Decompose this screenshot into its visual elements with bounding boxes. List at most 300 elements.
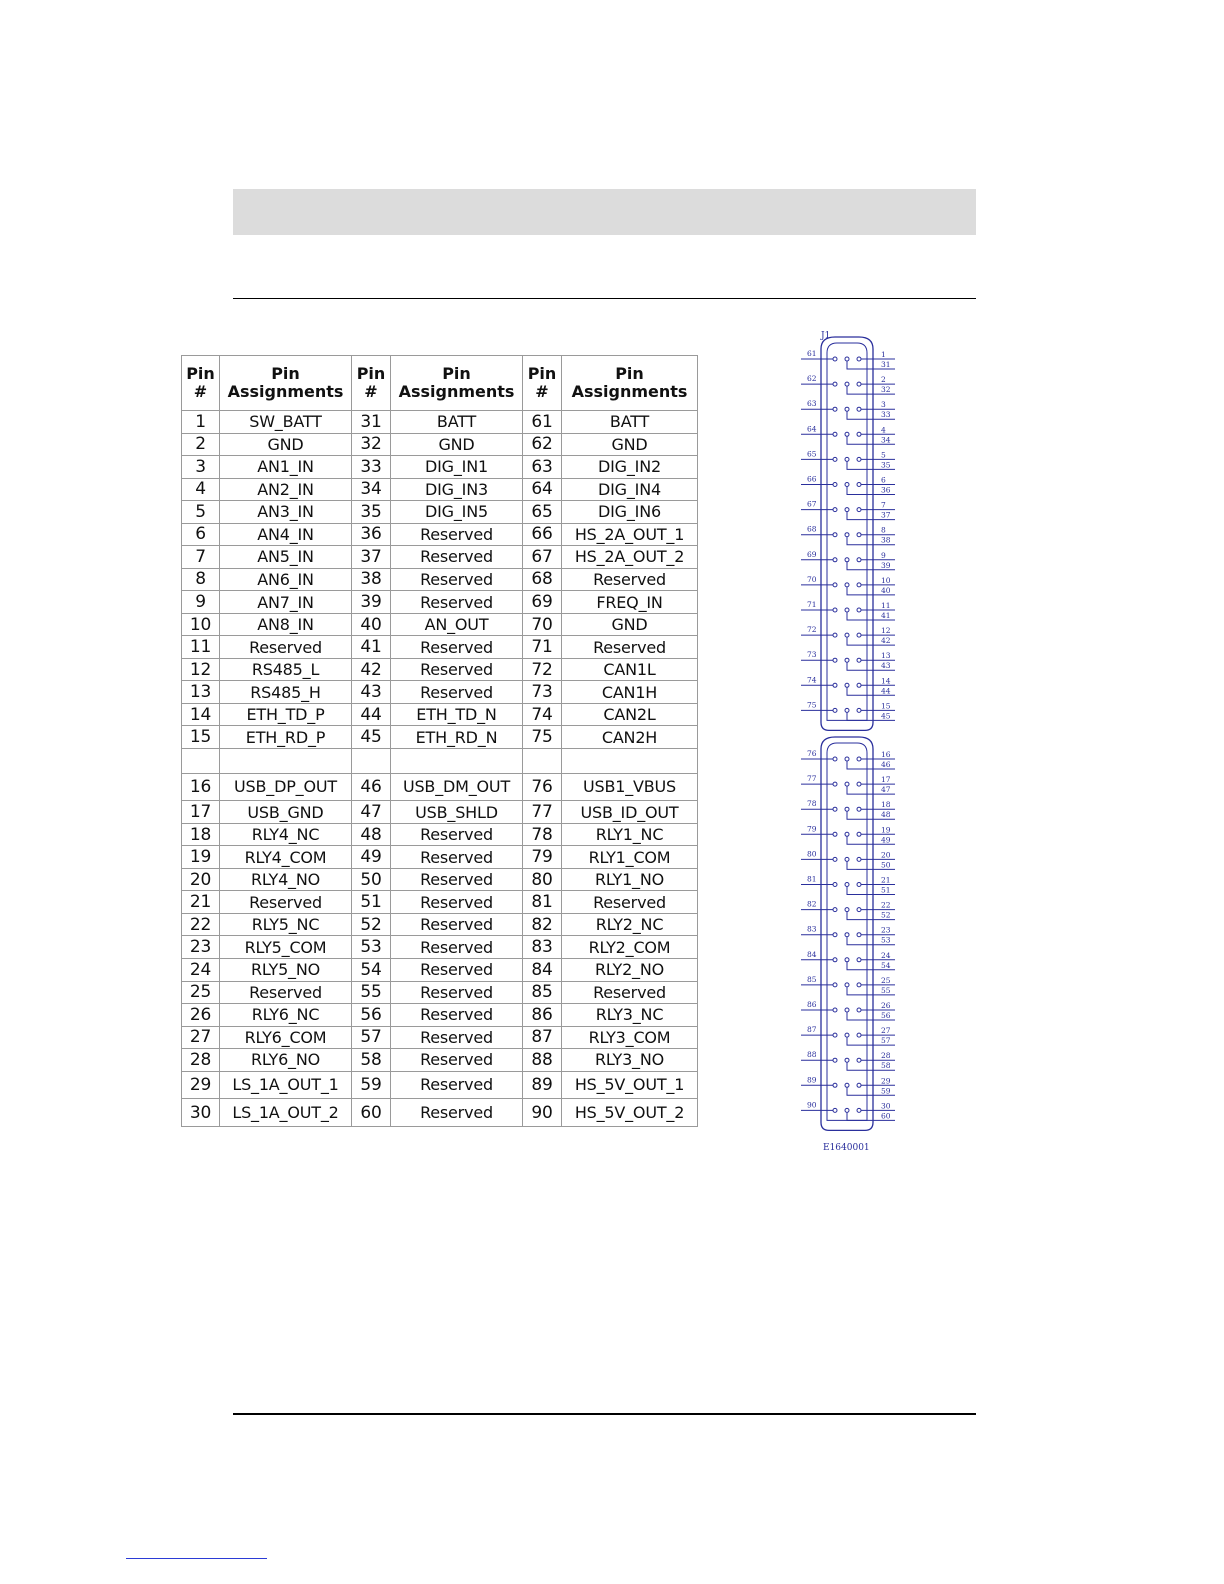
table-spacer-row (182, 749, 698, 774)
pin-label-left: 63 (807, 399, 817, 409)
pin-label-right: 8 (881, 525, 886, 535)
pin-contact (845, 883, 849, 887)
pin-number-cell: 16 (182, 773, 220, 801)
pin-assignment-cell: DIG_IN1 (391, 456, 523, 479)
pin-assignment-cell: RLY1_NO (562, 868, 698, 891)
column-header-pin-number (352, 356, 391, 411)
pin-number-cell: 33 (352, 456, 391, 479)
column-header-line: Pin (271, 364, 300, 383)
pin-table-body-bottom (182, 773, 698, 1126)
pin-label-right: 4 (881, 425, 886, 435)
pin-assignment-cell: Reserved (391, 1026, 523, 1049)
pin-number-cell: 50 (352, 868, 391, 891)
pin-number-cell: 83 (523, 936, 562, 959)
pin-contact (857, 1058, 861, 1062)
pin-number-cell: 57 (352, 1026, 391, 1049)
pin-label-left: 79 (807, 824, 817, 834)
pin-label-right: 28 (881, 1051, 891, 1061)
pin-number-cell: 28 (182, 1049, 220, 1072)
pin-contact (845, 782, 849, 786)
pin-assignment-cell: Reserved (220, 891, 352, 914)
pin-assignment-cell: RLY6_NC (220, 1004, 352, 1027)
pin-number-cell: 80 (523, 868, 562, 891)
pin-contact (845, 958, 849, 962)
table-row (182, 681, 698, 704)
pin-assignment-cell: HS_5V_OUT_1 (562, 1071, 698, 1099)
connector-housing (821, 737, 873, 1130)
pin-number-cell: 81 (523, 891, 562, 914)
pin-assignment-cell: AN3_IN (220, 501, 352, 524)
pin-assignment-cell: Reserved (391, 523, 523, 546)
pin-number-cell: 42 (352, 658, 391, 681)
pin-label-right: 12 (881, 626, 891, 636)
pin-assignment-cell: USB_ID_OUT (562, 801, 698, 824)
pin-assignment-cell: Reserved (391, 568, 523, 591)
pin-label-right: 10 (881, 575, 891, 585)
pin-assignment-cell: CAN1H (562, 681, 698, 704)
table-row (182, 936, 698, 959)
pin-contact (857, 633, 861, 637)
pin-contact (845, 908, 849, 912)
pin-contact (857, 658, 861, 662)
pin-contact (845, 382, 849, 386)
pin-number-cell: 31 (352, 411, 391, 434)
pin-label-right: 44 (881, 686, 891, 696)
pin-label-right: 49 (881, 835, 891, 845)
pin-number-cell: 65 (523, 501, 562, 524)
table-row (182, 568, 698, 591)
table-row (182, 981, 698, 1004)
pin-number-cell: 2 (182, 433, 220, 456)
pin-contact (845, 658, 849, 662)
pin-assignment-cell: RLY3_NO (562, 1049, 698, 1072)
pin-number-cell: 12 (182, 658, 220, 681)
pin-label-right: 27 (881, 1026, 891, 1036)
pin-label-right: 11 (881, 601, 891, 610)
pin-assignment-cell: RLY6_COM (220, 1026, 352, 1049)
pin-contact (857, 583, 861, 587)
pin-label-right: 36 (881, 485, 891, 495)
pin-table-header (182, 356, 698, 411)
table-row (182, 703, 698, 726)
table-row (182, 478, 698, 501)
pin-number-cell: 74 (523, 703, 562, 726)
pin-contact (845, 757, 849, 761)
pin-label-left: 66 (807, 474, 817, 484)
pin-contact (833, 407, 837, 411)
pin-contact (833, 533, 837, 537)
pin-assignment-cell: CAN2H (562, 726, 698, 749)
pin-assignment-cell: USB_GND (220, 801, 352, 824)
pin-assignment-cell: LS_1A_OUT_2 (220, 1099, 352, 1127)
pin-assignment-cell: RLY2_COM (562, 936, 698, 959)
pin-number-cell: 36 (352, 523, 391, 546)
pin-contact (857, 683, 861, 687)
pin-number-cell: 15 (182, 726, 220, 749)
pin-label-right: 56 (881, 1011, 891, 1020)
pin-contact (845, 983, 849, 987)
pin-number-cell: 90 (523, 1099, 562, 1127)
table-row (182, 726, 698, 749)
pin-number-cell: 82 (523, 913, 562, 936)
pin-number-cell: 8 (182, 568, 220, 591)
pin-assignment-cell: BATT (391, 411, 523, 434)
connector-housing (821, 337, 873, 730)
pin-number-cell: 69 (523, 591, 562, 614)
pin-contact (845, 558, 849, 562)
pin-assignment-cell: Reserved (391, 823, 523, 846)
pin-label-right: 33 (881, 410, 891, 420)
pin-contact (857, 782, 861, 786)
footer-link-underline (126, 1558, 267, 1559)
pin-contact (857, 1033, 861, 1037)
pin-number-cell: 3 (182, 456, 220, 479)
pin-label-right: 60 (881, 1111, 891, 1121)
pin-number-cell: 76 (523, 773, 562, 801)
pin-contact (833, 633, 837, 637)
pin-number-cell: 79 (523, 846, 562, 869)
pin-label-left: 71 (807, 600, 817, 609)
pin-contact (833, 1083, 837, 1087)
pin-label-left: 73 (807, 650, 817, 660)
pin-assignment-cell: RLY1_COM (562, 846, 698, 869)
pin-label-left: 88 (807, 1050, 817, 1060)
pin-contact (833, 908, 837, 912)
pin-number-cell: 38 (352, 568, 391, 591)
connector-pinout-diagram (795, 325, 905, 1155)
pin-number-cell: 66 (523, 523, 562, 546)
pin-assignment-cell: RLY4_NO (220, 868, 352, 891)
pin-number-cell: 27 (182, 1026, 220, 1049)
pin-contact (845, 457, 849, 461)
pin-assignment-cell: HS_5V_OUT_2 (562, 1099, 698, 1127)
pin-number-cell: 54 (352, 958, 391, 981)
pin-label-right: 55 (881, 985, 891, 995)
table-row (182, 1026, 698, 1049)
table-row (182, 1004, 698, 1027)
table-row (182, 658, 698, 681)
pin-assignment-cell: RLY5_COM (220, 936, 352, 959)
pin-contact (833, 508, 837, 512)
column-header-line: Pin (442, 364, 471, 383)
pin-label-right: 24 (881, 950, 891, 960)
pin-assignment-cell: Reserved (391, 658, 523, 681)
pin-label-right: 9 (881, 550, 886, 560)
pin-assignment-cell: Reserved (391, 636, 523, 659)
pin-number-cell: 26 (182, 1004, 220, 1027)
pin-table-body-top (182, 411, 698, 749)
column-header-pin-number (182, 356, 220, 411)
pin-number-cell: 63 (523, 456, 562, 479)
pin-assignment-cell: AN_OUT (391, 613, 523, 636)
pin-assignment-cell: SW_BATT (220, 411, 352, 434)
pin-contact (845, 357, 849, 361)
pin-contact (857, 432, 861, 436)
pin-contact (845, 483, 849, 487)
table-row (182, 1049, 698, 1072)
pin-contact (845, 583, 849, 587)
pin-contact (833, 983, 837, 987)
pin-contact (833, 583, 837, 587)
pin-number-cell: 21 (182, 891, 220, 914)
pin-number-cell: 62 (523, 433, 562, 456)
pin-contact (857, 958, 861, 962)
table-row (182, 501, 698, 524)
pin-assignment-cell: Reserved (391, 846, 523, 869)
pin-contact (845, 432, 849, 436)
pin-number-cell: 47 (352, 801, 391, 824)
header-band (233, 189, 976, 235)
pin-number-cell: 60 (352, 1099, 391, 1127)
pin-contact (857, 407, 861, 411)
pin-label-right: 52 (881, 910, 891, 920)
pin-label-right: 40 (881, 585, 891, 595)
pin-assignment-cell: Reserved (562, 568, 698, 591)
pin-assignment-cell: AN5_IN (220, 546, 352, 569)
pin-number-cell: 67 (523, 546, 562, 569)
table-row (182, 613, 698, 636)
pin-label-right: 15 (881, 701, 891, 711)
pin-assignment-cell: ETH_TD_P (220, 703, 352, 726)
pin-label-left: 61 (807, 349, 817, 358)
pin-contact (845, 1033, 849, 1037)
pin-assignment-cell: Reserved (220, 981, 352, 1004)
pin-contact (845, 857, 849, 861)
pin-label-right: 32 (881, 385, 891, 395)
pin-number-cell: 11 (182, 636, 220, 659)
pin-assignment-cell: AN6_IN (220, 568, 352, 591)
pin-assignment-cell: RLY5_NC (220, 913, 352, 936)
pin-number-cell: 75 (523, 726, 562, 749)
pin-label-right: 35 (881, 460, 891, 470)
table-row (182, 913, 698, 936)
pin-contact (845, 1008, 849, 1012)
pin-number-cell: 64 (523, 478, 562, 501)
pin-contact (857, 1108, 861, 1112)
pin-number-cell: 9 (182, 591, 220, 614)
pin-label-right: 41 (881, 611, 891, 620)
pin-number-cell: 71 (523, 636, 562, 659)
pin-label-right: 3 (881, 400, 886, 410)
table-row (182, 773, 698, 801)
pin-label-right: 17 (881, 775, 891, 785)
pin-assignment-cell: RS485_L (220, 658, 352, 681)
pin-number-cell: 29 (182, 1071, 220, 1099)
column-header-pin-assignment (391, 356, 523, 411)
pin-label-right: 31 (881, 360, 891, 369)
pin-assignment-cell: RLY1_NC (562, 823, 698, 846)
pin-number-cell: 53 (352, 936, 391, 959)
pin-number-cell: 37 (352, 546, 391, 569)
pin-number-cell: 17 (182, 801, 220, 824)
pin-contact (845, 708, 849, 712)
pin-assignment-table (181, 355, 698, 1127)
pin-assignment-cell: CAN1L (562, 658, 698, 681)
table-row (182, 801, 698, 824)
pin-contact (857, 1083, 861, 1087)
pin-number-cell: 48 (352, 823, 391, 846)
pin-assignment-cell: FREQ_IN (562, 591, 698, 614)
column-header-pin-assignment (220, 356, 352, 411)
pin-contact (833, 1108, 837, 1112)
pin-number-cell: 88 (523, 1049, 562, 1072)
pin-assignment-cell: USB_DP_OUT (220, 773, 352, 801)
pin-contact (857, 558, 861, 562)
pin-number-cell: 25 (182, 981, 220, 1004)
pin-contact (833, 382, 837, 386)
pin-number-cell: 30 (182, 1099, 220, 1127)
column-header-pin-assignment (562, 356, 698, 411)
column-header-line: Pin (615, 364, 644, 383)
pin-label-right: 19 (881, 825, 891, 835)
table-row (182, 591, 698, 614)
pin-assignment-cell: Reserved (562, 981, 698, 1004)
pin-label-left: 85 (807, 974, 817, 984)
pin-label-right: 2 (881, 375, 886, 385)
column-header-line: # (193, 382, 208, 401)
pin-assignment-cell: AN4_IN (220, 523, 352, 546)
pin-contact (857, 933, 861, 937)
table-row (182, 456, 698, 479)
pin-label-right: 47 (881, 785, 891, 795)
pin-number-cell: 44 (352, 703, 391, 726)
pin-number-cell: 52 (352, 913, 391, 936)
pin-label-left: 90 (807, 1100, 817, 1110)
pin-assignment-cell: Reserved (391, 936, 523, 959)
pin-number-cell: 14 (182, 703, 220, 726)
pin-assignment-cell: BATT (562, 411, 698, 434)
pin-assignment-cell: Reserved (391, 958, 523, 981)
pin-number-cell: 55 (352, 981, 391, 1004)
column-header-pin-number (523, 356, 562, 411)
pin-label-left: 83 (807, 924, 817, 934)
pin-number-cell: 77 (523, 801, 562, 824)
pin-contact (845, 533, 849, 537)
pin-contact (857, 807, 861, 811)
pin-contact (857, 357, 861, 361)
pin-assignment-cell: RLY3_NC (562, 1004, 698, 1027)
pin-contact (833, 807, 837, 811)
pin-contact (833, 558, 837, 562)
pin-label-right: 45 (881, 711, 891, 721)
pin-label-right: 6 (881, 475, 886, 485)
pin-assignment-cell: Reserved (391, 1049, 523, 1072)
pin-label-right: 58 (881, 1061, 891, 1071)
pin-label-right: 42 (881, 636, 891, 646)
footer-rule (233, 1413, 976, 1415)
header-rule (233, 298, 976, 299)
pin-contact (857, 883, 861, 887)
pin-number-cell: 40 (352, 613, 391, 636)
pin-assignment-cell: GND (391, 433, 523, 456)
pin-number-cell: 7 (182, 546, 220, 569)
pin-number-cell: 58 (352, 1049, 391, 1072)
pin-contact (857, 508, 861, 512)
column-header-line: Pin (186, 364, 215, 383)
pin-contact (857, 908, 861, 912)
pin-label-right: 38 (881, 535, 891, 545)
pin-contact (857, 533, 861, 537)
pin-assignment-cell: Reserved (391, 981, 523, 1004)
pin-label-left: 74 (807, 675, 817, 685)
pin-contact (857, 983, 861, 987)
pin-label-left: 69 (807, 549, 817, 559)
pin-number-cell: 73 (523, 681, 562, 704)
pin-number-cell: 68 (523, 568, 562, 591)
pin-number-cell: 4 (182, 478, 220, 501)
pin-table-spacer (182, 749, 698, 774)
pin-contact (833, 457, 837, 461)
pin-label-right: 20 (881, 850, 891, 860)
part-number-label: E1640001 (823, 1143, 870, 1153)
pin-contact (833, 483, 837, 487)
pin-number-cell: 18 (182, 823, 220, 846)
pin-label-left: 80 (807, 849, 817, 859)
pin-contact (845, 633, 849, 637)
pin-assignment-cell: RLY4_NC (220, 823, 352, 846)
pin-label-right: 5 (881, 450, 886, 460)
pin-contact (833, 608, 837, 612)
pin-label-right: 7 (881, 500, 886, 510)
pin-assignment-cell: CAN2L (562, 703, 698, 726)
pin-assignment-cell: ETH_TD_N (391, 703, 523, 726)
pin-label-right: 53 (881, 935, 891, 945)
column-header-line: # (364, 382, 378, 401)
pin-label-left: 86 (807, 1000, 817, 1009)
pin-contact (845, 807, 849, 811)
table-row (182, 958, 698, 981)
pin-number-cell: 51 (352, 891, 391, 914)
pin-assignment-cell: Reserved (220, 636, 352, 659)
pin-number-cell: 35 (352, 501, 391, 524)
pin-label-left: 67 (807, 499, 817, 509)
pin-label-left: 62 (807, 374, 817, 384)
pin-number-cell: 6 (182, 523, 220, 546)
table-row (182, 823, 698, 846)
table-row (182, 411, 698, 434)
pin-assignment-cell: AN7_IN (220, 591, 352, 614)
pin-assignment-cell: HS_2A_OUT_1 (562, 523, 698, 546)
pin-label-left: 75 (807, 700, 817, 710)
pin-assignment-cell: RLY4_COM (220, 846, 352, 869)
pin-number-cell: 59 (352, 1071, 391, 1099)
pin-number-cell: 19 (182, 846, 220, 869)
pin-label-right: 23 (881, 925, 891, 935)
pin-label-right: 57 (881, 1036, 891, 1046)
pin-contact (845, 407, 849, 411)
pin-assignment-cell: Reserved (391, 868, 523, 891)
pin-label-right: 39 (881, 560, 891, 570)
pin-assignment-cell: Reserved (391, 591, 523, 614)
pin-assignment-cell: ETH_RD_N (391, 726, 523, 749)
pin-assignment-cell: USB_SHLD (391, 801, 523, 824)
pin-assignment-cell: AN2_IN (220, 478, 352, 501)
pin-number-cell: 78 (523, 823, 562, 846)
table-row (182, 546, 698, 569)
pin-assignment-cell: RLY5_NO (220, 958, 352, 981)
column-header-line: # (535, 382, 549, 401)
pin-assignment-cell: Reserved (391, 1099, 523, 1127)
pin-assignment-cell: GND (562, 433, 698, 456)
pin-assignment-cell: Reserved (391, 891, 523, 914)
pin-label-right: 26 (881, 1001, 891, 1010)
pin-label-right: 1 (881, 350, 886, 359)
pin-assignment-cell: RS485_H (220, 681, 352, 704)
pin-assignment-cell: RLY3_COM (562, 1026, 698, 1049)
table-row (182, 868, 698, 891)
pin-contact (833, 857, 837, 861)
column-header-line: Pin (527, 364, 557, 383)
